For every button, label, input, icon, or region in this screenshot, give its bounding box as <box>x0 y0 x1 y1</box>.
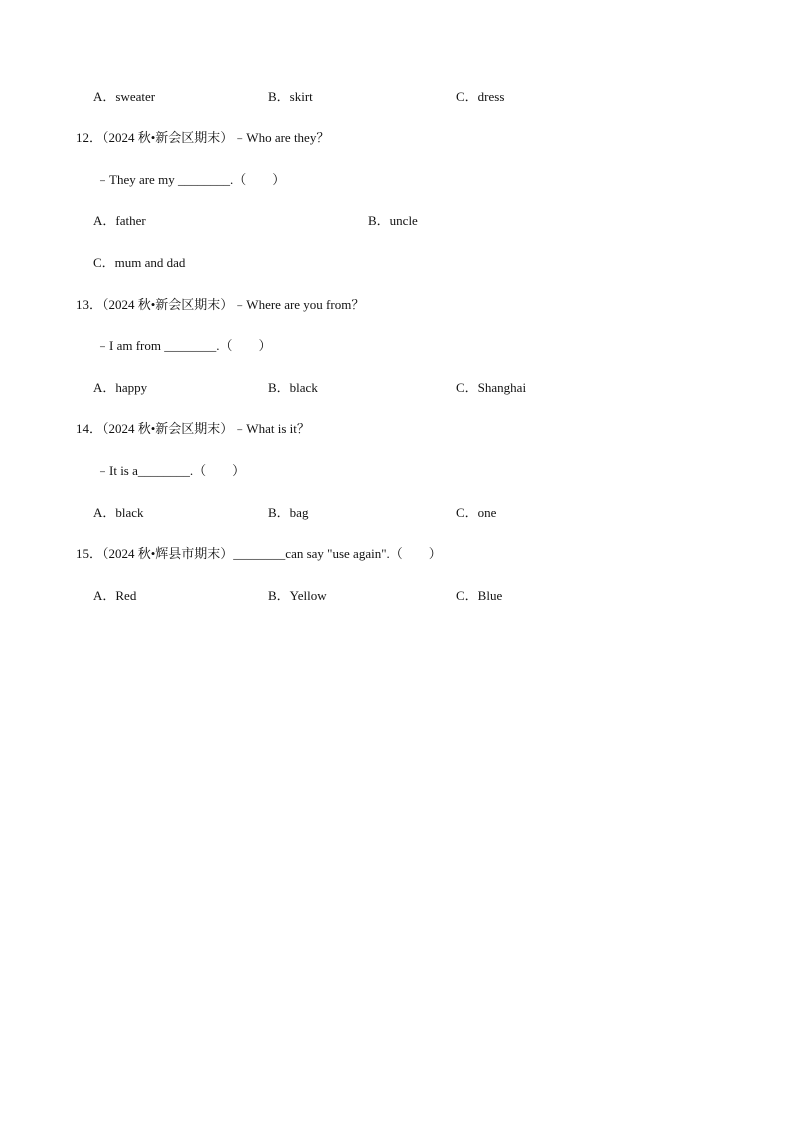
q14-stem: 14．（2024 秋•新会区期末）﹣What is it？ <box>76 421 310 436</box>
q14-option-b: B．bag <box>268 505 309 520</box>
q15-option-a: A．Red <box>93 588 137 603</box>
q14-option-c: C．one <box>456 505 497 520</box>
q15-stem: 15．（2024 秋•辉县市期末）________can say "use again".（ ） <box>76 546 442 561</box>
q13-stem: 13．（2024 秋•新会区期末）﹣Where are you from？ <box>76 297 365 312</box>
q12-dialog: ﹣They are my ________.（ ） <box>96 172 286 187</box>
q13-option-a: A．happy <box>93 380 148 395</box>
q11-option-b: B．skirt <box>268 89 313 104</box>
q13-option-b: B．black <box>268 380 318 395</box>
q15-option-c: C．Blue <box>456 588 503 603</box>
q11-option-c: C．dress <box>456 89 505 104</box>
q13-option-c: C．Shanghai <box>456 380 527 395</box>
q12-stem: 12．（2024 秋•新会区期末）﹣Who are they？ <box>76 130 330 145</box>
q11-option-a: A．sweater <box>93 89 156 104</box>
q12-option-a: A．father <box>93 213 146 228</box>
q14-dialog: ﹣It is a________.（ ） <box>96 463 246 478</box>
q12-option-c: C．mum and dad <box>93 255 186 270</box>
q12-option-b: B．uncle <box>368 213 418 228</box>
q14-option-a: A．black <box>93 505 144 520</box>
q15-option-b: B．Yellow <box>268 588 327 603</box>
q13-dialog: ﹣I am from ________.（ ） <box>96 338 272 353</box>
